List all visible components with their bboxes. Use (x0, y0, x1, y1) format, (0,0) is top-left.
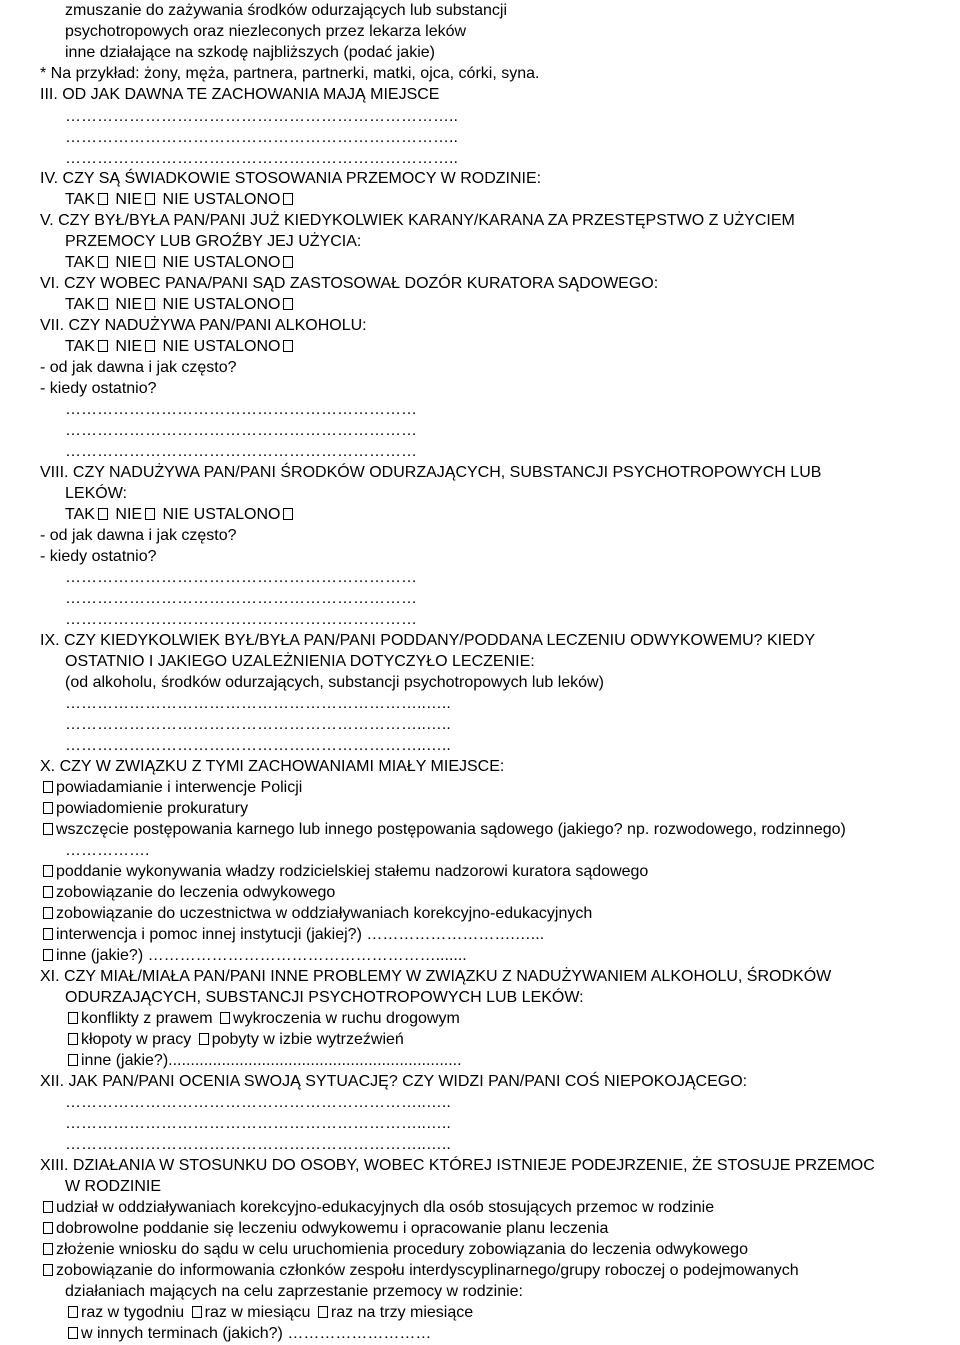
text-line: zmuszanie do zażywania środków odurzających lub substancji (65, 2, 507, 19)
answer-line: …………………………………………………………..….. (65, 1115, 451, 1132)
section-xi-heading-cont: ODURZAJĄCYCH, SUBSTANCJI PSYCHOTROPOWYCH LUB LEKÓW: (65, 989, 584, 1006)
options-row (65, 294, 296, 315)
options-row (65, 336, 296, 357)
list-item (40, 924, 544, 945)
checkbox[interactable] (43, 907, 53, 919)
answer-line: ……………. (65, 842, 150, 859)
checkbox[interactable] (43, 823, 53, 835)
question-how-long: - od jak dawna i jak często? (40, 527, 237, 544)
checkbox[interactable] (145, 508, 155, 520)
options-row (65, 189, 296, 210)
checkbox[interactable] (43, 1201, 53, 1213)
answer-line: ………………………………………………………… (65, 569, 417, 586)
list-item-label: zobowiązanie do informowania członków zespołu interdyscyplinarnego/grupy roboczej o podejmowanych (56, 1262, 799, 1279)
list-item-label: zobowiązanie do uczestnictwa w oddziaływaniach korekcyjno-edukacyjnych (56, 905, 593, 922)
checkbox[interactable] (283, 508, 293, 520)
answer-line: …………………………………………………………..….. (65, 1094, 451, 1111)
answer-line: ……………………………………………………………….. (65, 150, 458, 167)
list-item (40, 1260, 799, 1281)
list-item (40, 1239, 748, 1260)
checkbox[interactable] (43, 1222, 53, 1234)
checkbox[interactable] (43, 1264, 53, 1276)
checkbox[interactable] (220, 1012, 230, 1024)
answer-line: ……………………………………………………………….. (65, 108, 458, 125)
list-item-label: inne (jakie?) (81, 1052, 169, 1069)
checkbox[interactable] (145, 193, 155, 205)
answer-line: …………………………………………………………..….. (65, 695, 451, 712)
option-nie-ustalono: NIE USTALONO (162, 254, 281, 271)
answer-line: .................................................................. (168, 1052, 462, 1069)
option-tak: TAK (65, 338, 95, 355)
section-v-heading: V. CZY BYŁ/BYŁA PAN/PANI JUŻ KIEDYKOLWIEK KARANY/KARANA ZA PRZESTĘPSTWO Z UŻYCIEM (40, 212, 795, 229)
option-nie-ustalono: NIE USTALONO (162, 338, 281, 355)
option-tak: TAK (65, 191, 95, 208)
answer-line: ………………………………………………………… (65, 611, 417, 628)
list-item (40, 903, 592, 924)
checkbox[interactable] (98, 508, 108, 520)
checkbox[interactable] (43, 802, 53, 814)
option-tak: TAK (65, 506, 95, 523)
option-tak: TAK (65, 296, 95, 313)
checkbox[interactable] (283, 193, 293, 205)
answer-line: …………………………………………………………..….. (65, 1136, 451, 1153)
section-ix-heading: IX. CZY KIEDYKOLWIEK BYŁ/BYŁA PAN/PANI PODDANY/PODDANA LECZENIU ODWYKOWEMU? KIEDY (40, 632, 815, 649)
list-item (65, 1302, 473, 1323)
list-item (40, 798, 248, 819)
option-nie: NIE (115, 296, 143, 313)
question-how-long: - od jak dawna i jak często? (40, 359, 237, 376)
footnote: * Na przykład: żony, męża, partnera, partnerki, matki, ojca, córki, syna. (40, 65, 540, 82)
list-item-label: w innych terminach (jakich?) (81, 1325, 283, 1342)
answer-line: …………………………………………………………..….. (65, 737, 451, 754)
list-item-label: raz w miesiącu (204, 1304, 311, 1321)
question-last-time: - kiedy ostatnio? (40, 380, 157, 397)
section-vi-heading: VI. CZY WOBEC PANA/PANI SĄD ZASTOSOWAŁ DOZÓR KURATORA SĄDOWEGO: (40, 275, 659, 292)
list-item (40, 945, 467, 966)
answer-line: ……………………… (287, 1325, 432, 1342)
list-item-cont: działaniach mających na celu zaprzestanie przemocy w rodzinie: (65, 1283, 523, 1300)
section-iii-heading: III. OD JAK DAWNA TE ZACHOWANIA MAJĄ MIEJSCE (40, 86, 440, 103)
list-item (65, 1050, 462, 1071)
answer-line: ………………………………………………………… (65, 401, 417, 418)
list-item-label: złożenie wniosku do sądu w celu uruchomienia procedury zobowiązania do leczenia odwykowego (56, 1241, 748, 1258)
text-line: inne działające na szkodę najbliższych (podać jakie) (65, 44, 435, 61)
text-line: psychotropowych oraz niezleconych przez lekarza leków (65, 23, 467, 40)
section-xiii-heading-cont: W RODZINIE (65, 1178, 161, 1195)
option-nie: NIE (115, 338, 143, 355)
list-item-label: udział w oddziaływaniach korekcyjno-edukacyjnych dla osób stosujących przemoc w rodzinie (56, 1199, 715, 1216)
section-iv-heading: IV. CZY SĄ ŚWIADKOWIE STOSOWANIA PRZEMOCY W RODZINIE: (40, 170, 542, 187)
checkbox[interactable] (43, 928, 53, 940)
list-item-label: konflikty z prawem (81, 1010, 213, 1027)
section-viii-heading-cont: LEKÓW: (65, 485, 127, 502)
section-viii-heading: VIII. CZY NADUŻYWA PAN/PANI ŚRODKÓW ODURZAJĄCYCH, SUBSTANCJI PSYCHOTROPOWYCH LUB (40, 464, 822, 481)
list-item-label: powiadomienie prokuratury (56, 800, 249, 817)
checkbox[interactable] (318, 1306, 328, 1318)
checkbox[interactable] (68, 1054, 78, 1066)
list-item (65, 1323, 431, 1344)
section-xii-heading: XII. JAK PAN/PANI OCENIA SWOJĄ SYTUACJĘ? CZY WIDZI PAN/PANI COŚ NIEPOKOJĄCEGO: (40, 1073, 748, 1090)
option-nie: NIE (115, 506, 143, 523)
answer-line: ………………………………………………………… (65, 422, 417, 439)
section-x-heading: X. CZY W ZWIĄZKU Z TYMI ZACHOWANIAMI MIAŁY MIEJSCE: (40, 758, 505, 775)
section-ix-note: (od alkoholu, środków odurzających, substancji psychotropowych lub leków) (65, 674, 604, 691)
option-tak: TAK (65, 254, 95, 271)
section-vii-heading: VII. CZY NADUŻYWA PAN/PANI ALKOHOLU: (40, 317, 367, 334)
checkbox[interactable] (43, 1243, 53, 1255)
section-ix-heading-cont: OSTATNIO I JAKIEGO UZALEŻNIENIA DOTYCZYŁO LECZENIE: (65, 653, 535, 670)
checkbox[interactable] (199, 1033, 209, 1045)
list-item (40, 1197, 714, 1218)
list-item (65, 1029, 404, 1050)
answer-line: ……………………….…... (366, 926, 545, 943)
list-item (40, 819, 846, 840)
checkbox[interactable] (283, 256, 293, 268)
checkbox[interactable] (68, 1327, 78, 1339)
checkbox[interactable] (68, 1306, 78, 1318)
list-item-label: interwencja i pomoc innej instytucji (jakiej?) (56, 926, 362, 943)
checkbox[interactable] (192, 1306, 202, 1318)
list-item-label: wykroczenia w ruchu drogowym (233, 1010, 460, 1027)
checkbox[interactable] (283, 340, 293, 352)
options-row (65, 252, 296, 273)
list-item (40, 882, 335, 903)
checkbox[interactable] (43, 949, 53, 961)
options-row (65, 504, 296, 525)
list-item (40, 861, 648, 882)
list-item-label: raz w tygodniu (81, 1304, 185, 1321)
option-nie-ustalono: NIE USTALONO (162, 506, 281, 523)
option-nie-ustalono: NIE USTALONO (162, 191, 281, 208)
option-nie-ustalono: NIE USTALONO (162, 296, 281, 313)
checkbox[interactable] (98, 256, 108, 268)
checkbox[interactable] (283, 298, 293, 310)
checkbox[interactable] (68, 1033, 78, 1045)
answer-line: ………………………………………………....... (147, 947, 467, 964)
list-item (40, 1218, 608, 1239)
list-item-label: poddanie wykonywania władzy rodzicielskiej stałemu nadzorowi kuratora sądowego (56, 863, 649, 880)
answer-line: ………………………………………………………… (65, 590, 417, 607)
list-item-label: inne (jakie?) (56, 947, 144, 964)
checkbox[interactable] (98, 298, 108, 310)
list-item-label: dobrowolne poddanie się leczeniu odwykowemu i opracowanie planu leczenia (56, 1220, 609, 1237)
list-item-label: wszczęcie postępowania karnego lub innego postępowania sądowego (jakiego? np. rozwodowego, rodzinnego) (56, 821, 846, 838)
list-item (65, 1008, 460, 1029)
checkbox[interactable] (98, 193, 108, 205)
list-item-label: zobowiązanie do leczenia odwykowego (56, 884, 336, 901)
checkbox[interactable] (43, 886, 53, 898)
checkbox[interactable] (43, 781, 53, 793)
option-nie: NIE (115, 191, 143, 208)
option-nie: NIE (115, 254, 143, 271)
section-v-heading-cont: PRZEMOCY LUB GROŹBY JEJ UŻYCIA: (65, 233, 362, 250)
list-item-label: kłopoty w pracy (81, 1031, 192, 1048)
answer-line: …………………………………………………………..….. (65, 716, 451, 733)
answer-line: ……………………………………………………………….. (65, 129, 458, 146)
checkbox[interactable] (43, 865, 53, 877)
section-xiii-heading: XIII. DZIAŁANIA W STOSUNKU DO OSOBY, WOBEC KTÓREJ ISTNIEJE PODEJRZENIE, ŻE STOSUJE PRZEMOC (40, 1157, 875, 1174)
list-item-label: powiadamianie i interwencje Policji (56, 779, 303, 796)
list-item-label: pobyty w izbie wytrzeźwień (211, 1031, 404, 1048)
list-item-label: raz na trzy miesiące (330, 1304, 474, 1321)
checkbox[interactable] (145, 340, 155, 352)
question-last-time: - kiedy ostatnio? (40, 548, 157, 565)
answer-line: ………………………………………………………… (65, 443, 417, 460)
checkbox[interactable] (145, 298, 155, 310)
checkbox[interactable] (145, 256, 155, 268)
section-xi-heading: XI. CZY MIAŁ/MIAŁA PAN/PANI INNE PROBLEMY W ZWIĄZKU Z NADUŻYWANIEM ALKOHOLU, ŚRODKÓW (40, 968, 832, 985)
checkbox[interactable] (68, 1012, 78, 1024)
checkbox[interactable] (98, 340, 108, 352)
list-item (40, 777, 302, 798)
